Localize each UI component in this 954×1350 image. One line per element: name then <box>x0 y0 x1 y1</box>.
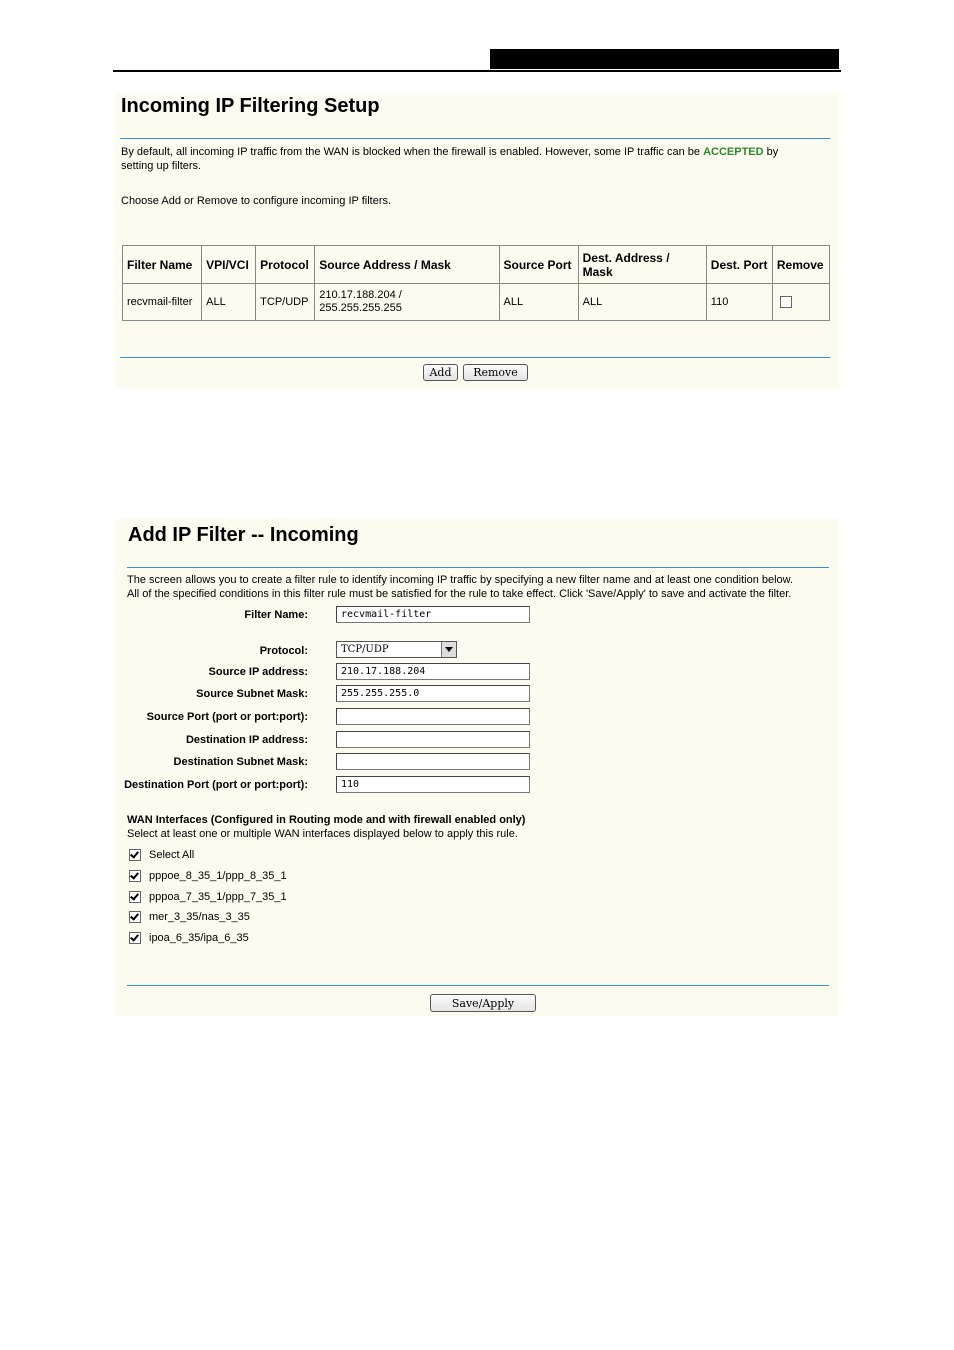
col-dest-port: Dest. Port <box>706 246 772 284</box>
page-title: Incoming IP Filtering Setup <box>121 95 380 117</box>
protocol-select[interactable]: TCP/UDP <box>336 641 457 658</box>
col-dest-address: Dest. Address / Mask <box>578 246 706 284</box>
col-filter-name: Filter Name <box>123 246 202 284</box>
cell-source-address: 210.17.188.204 / 255.255.255.255 <box>315 284 499 321</box>
add-button[interactable]: Add <box>423 364 458 381</box>
add-footer-divider <box>127 985 829 986</box>
protocol-label: Protocol: <box>259 645 308 657</box>
source-port-input[interactable] <box>336 708 530 725</box>
col-remove: Remove <box>772 246 829 284</box>
cell-source-port: ALL <box>499 284 578 321</box>
cell-remove <box>772 284 829 321</box>
wan-item-select-all[interactable]: Select All <box>129 849 194 862</box>
instruction-text: Choose Add or Remove to configure incoming IP filters. <box>121 195 392 207</box>
ipoa-checkbox[interactable] <box>129 932 141 944</box>
col-source-address: Source Address / Mask <box>315 246 499 284</box>
save-apply-button[interactable]: Save/Apply <box>430 994 536 1012</box>
title-divider <box>120 138 830 139</box>
wan-item-mer[interactable]: mer_3_35/nas_3_35 <box>129 911 250 924</box>
footer-divider <box>120 357 830 358</box>
cell-protocol: TCP/UDP <box>256 284 315 321</box>
wan-heading: WAN Interfaces (Configured in Routing mode and with firewall enabled only) <box>127 814 526 826</box>
source-ip-input[interactable]: 210.17.188.204 <box>336 663 530 680</box>
select-all-checkbox[interactable] <box>129 849 141 861</box>
wan-item-ipoa[interactable]: ipoa_6_35/ipa_6_35 <box>129 932 249 945</box>
filter-name-label: Filter Name: <box>244 609 308 621</box>
pppoe-checkbox[interactable] <box>129 870 141 882</box>
add-title-divider <box>127 567 829 568</box>
chevron-down-icon[interactable] <box>441 642 456 657</box>
source-mask-input[interactable]: 255.255.255.0 <box>336 685 530 702</box>
table-header-row <box>123 246 830 284</box>
destination-mask-input[interactable] <box>336 753 530 770</box>
wan-item-pppoe[interactable]: pppoe_8_35_1/ppp_8_35_1 <box>129 870 287 883</box>
cell-dest-port: 110 <box>706 284 772 321</box>
destination-port-label: Destination Port (port or port:port): <box>124 779 308 791</box>
intro-text: By default, all incoming IP traffic from the WAN is blocked when the firewall is enabled. However, some IP traffic can be ACCEPTED by setting up filters. <box>121 146 779 172</box>
col-source-port: Source Port <box>499 246 578 284</box>
destination-ip-input[interactable] <box>336 731 530 748</box>
incoming-filter-panel <box>115 93 839 388</box>
wan-item-pppoa[interactable]: pppoa_7_35_1/ppp_7_35_1 <box>129 891 287 904</box>
cell-filter-name: recvmail-filter <box>123 284 202 321</box>
cell-dest-address: ALL <box>578 284 706 321</box>
header-black-bar <box>490 49 839 69</box>
destination-mask-label: Destination Subnet Mask: <box>173 756 308 768</box>
table-row <box>123 284 830 321</box>
destination-ip-label: Destination IP address: <box>185 734 308 746</box>
remove-button[interactable]: Remove <box>463 364 528 381</box>
filter-name-input[interactable]: recvmail-filter <box>336 606 530 623</box>
source-mask-label: Source Subnet Mask: <box>196 688 308 700</box>
add-filter-panel <box>115 519 839 1016</box>
col-vpi-vci: VPI/VCI <box>202 246 256 284</box>
add-filter-description: The screen allows you to create a filter rule to identify incoming IP traffic by specifying a new filter name and at least one condition below. All of the specified conditions in this filter rule must be satisfied for the rule to take effect. Click 'Save/Apply' to save and activate the filter. <box>127 574 794 600</box>
cell-vpi-vci: ALL <box>202 284 256 321</box>
source-port-label: Source Port (port or port:port): <box>146 711 308 723</box>
mer-checkbox[interactable] <box>129 911 141 923</box>
wan-subtext: Select at least one or multiple WAN interfaces displayed below to apply this rule. <box>127 828 518 840</box>
header-rule <box>113 70 841 72</box>
add-filter-title: Add IP Filter -- Incoming <box>128 524 359 546</box>
filter-table <box>122 245 830 321</box>
source-ip-label: Source IP address: <box>208 666 308 678</box>
destination-port-input[interactable]: 110 <box>336 776 530 793</box>
pppoa-checkbox[interactable] <box>129 891 141 903</box>
remove-checkbox[interactable] <box>780 296 792 308</box>
accepted-keyword: ACCEPTED <box>703 146 764 158</box>
col-protocol: Protocol <box>256 246 315 284</box>
